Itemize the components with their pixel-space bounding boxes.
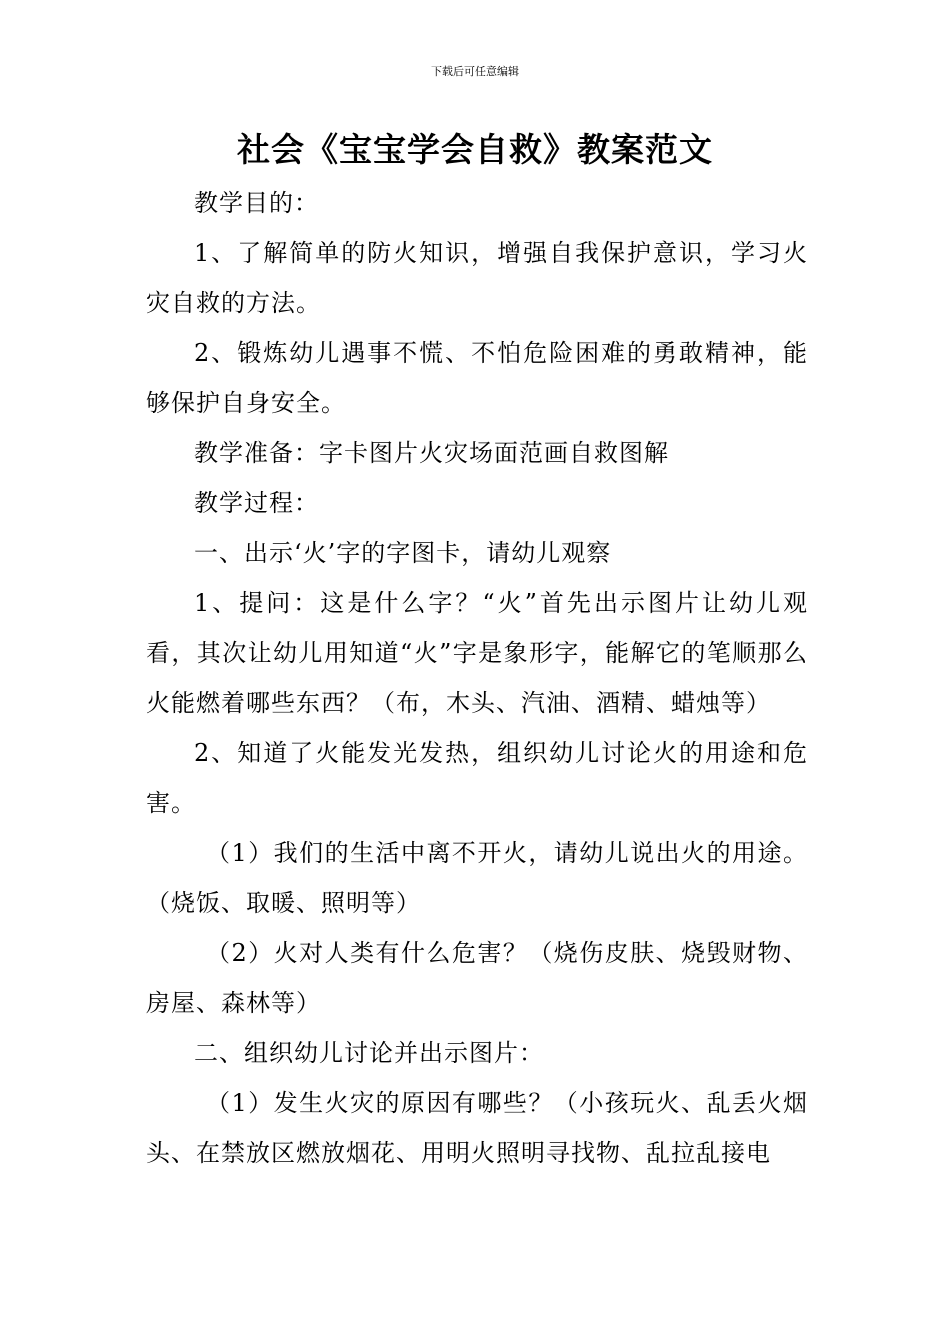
paragraph-step-1: 一、出示‘火’字的字图卡，请幼儿观察 — [194, 539, 612, 567]
paragraph-process-heading: 教学过程： — [194, 489, 319, 517]
paragraph-goal-2: 2、锻炼幼儿遇事不慌、不怕危险困难的勇敢精神，能够保护自身安全。 — [146, 339, 808, 417]
paragraph-question-2: 2、知道了火能发光发热，组织幼儿讨论火的用途和危害。 — [146, 739, 808, 817]
paragraph-step-2: 二、组织幼儿讨论并出示图片： — [194, 1039, 544, 1067]
paragraph-sub-3: （1）发生火灾的原因有哪些？（小孩玩火、乱丢火烟头、在禁放区燃放烟花、用明火照明寻找物、乱拉乱接电 — [146, 1089, 808, 1167]
document-title: 社会《宝宝学会自救》教案范文 — [237, 130, 713, 169]
paragraph-goal-1: 1、了解简单的防火知识，增强自我保护意识，学习火灾自救的方法。 — [146, 239, 808, 317]
paragraph-sub-2: （2）火对人类有什么危害？（烧伤皮肤、烧毁财物、房屋、森林等） — [146, 939, 808, 1017]
paragraph-teaching-goal-heading: 教学目的： — [194, 189, 319, 217]
paragraph-question-1: 1、提问：这是什么字？“火”首先出示图片让幼儿观看，其次让幼儿用知道“火”字是象形字，能解它的笔顺那么火能燃着哪些东西？（布，木头、汽油、酒精、蜡烛等） — [146, 589, 808, 717]
page-header-note: 下载后可任意编辑 — [431, 65, 519, 78]
document-body — [146, 178, 808, 1178]
paragraph-sub-1: （1）我们的生活中离不开火，请幼儿说出火的用途。（烧饭、取暖、照明等） — [146, 839, 808, 917]
paragraph-preparation: 教学准备：字卡图片火灾场面范画自救图解 — [194, 439, 669, 467]
